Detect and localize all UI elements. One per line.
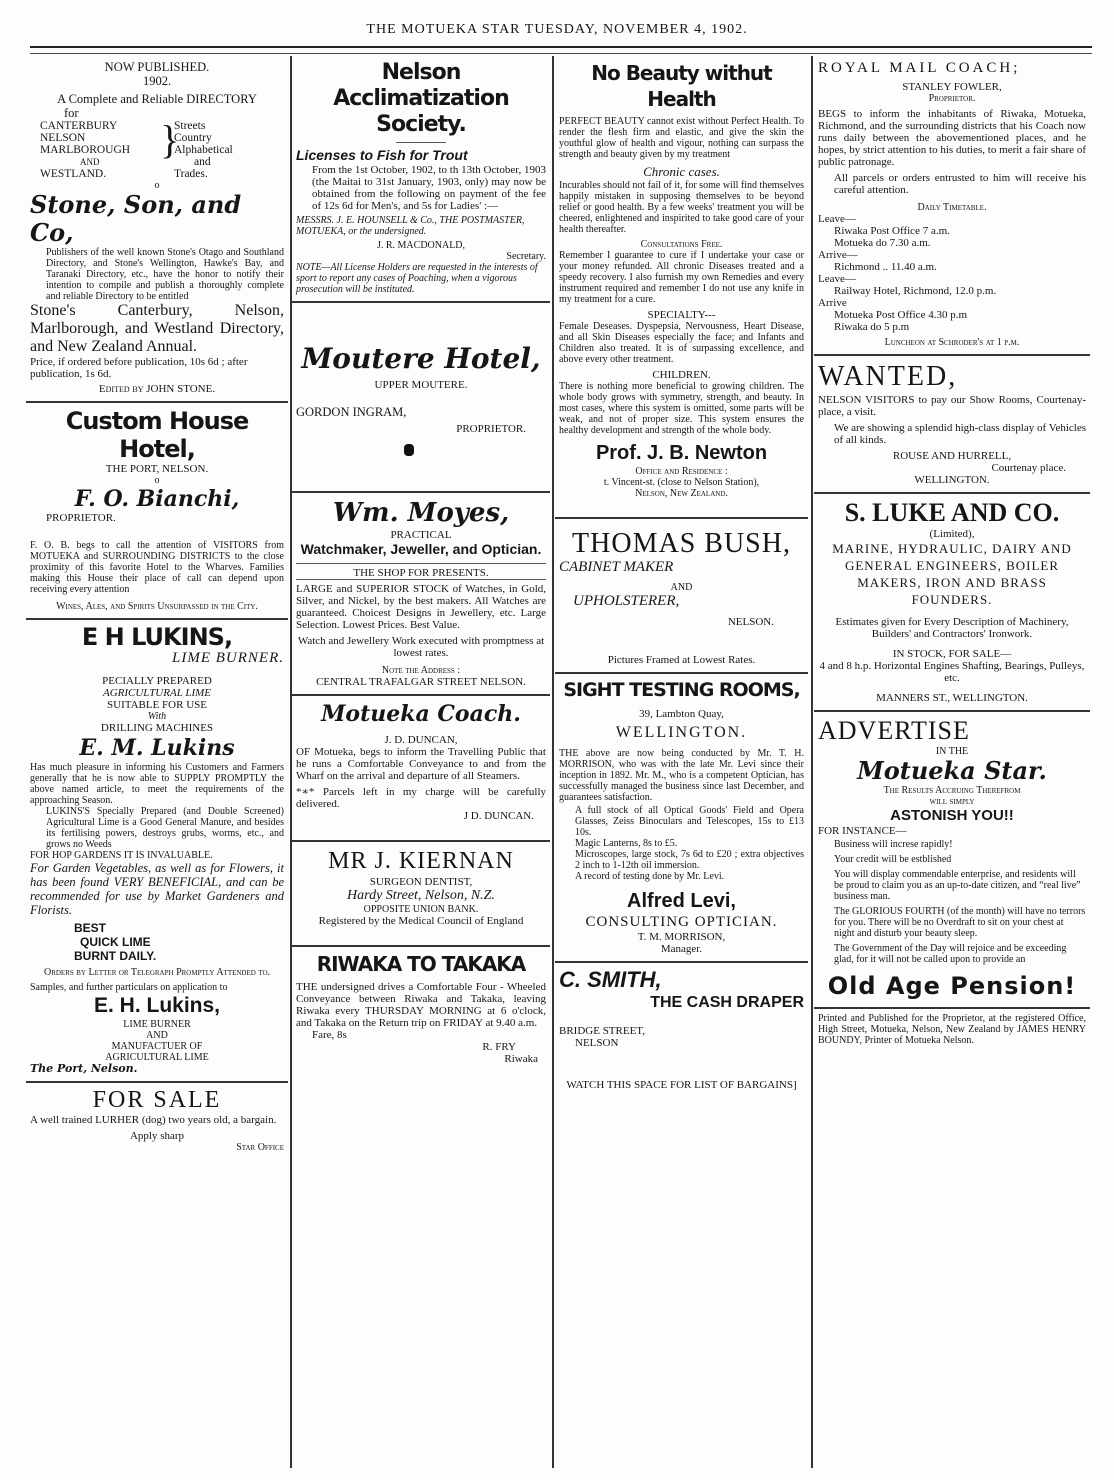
ad-title: Motueka Coach. bbox=[321, 701, 521, 727]
directory-table bbox=[30, 117, 284, 180]
ad-items: 4 and 8 h.p. Horizontal Engines Shafting, Bearings, Pulleys, etc. bbox=[819, 660, 1085, 684]
timetable-title: Daily Timetable. bbox=[917, 202, 987, 213]
ad-body: A full stock of all Optical Goods' Field and Opera Glasses, Zeiss Binoculars and Telescopes, 15s to £13 10s. bbox=[575, 805, 804, 838]
ad-manager: T. M. MORRISON, bbox=[637, 931, 726, 943]
column-2 bbox=[292, 56, 550, 1468]
ad-line: DRILLING MACHINES bbox=[100, 722, 214, 734]
imprint bbox=[814, 1009, 1090, 1052]
directory-year: 1902. bbox=[142, 74, 172, 88]
ad-subtitle: SURGEON DENTIST, bbox=[369, 876, 473, 888]
ad-line: With bbox=[147, 711, 167, 722]
separator: o bbox=[154, 180, 160, 191]
column-rule bbox=[811, 56, 813, 1468]
ad-body: Female Deseases. Dyspepsia, Nervousness, Heart Disease, and all Skin Diseases especially the face; and Infants and Children also treated. It is of surpassing excellence, and above every other treatment. bbox=[559, 321, 804, 365]
lukins-ad bbox=[26, 620, 288, 1083]
ad-place: Riwaka bbox=[504, 1053, 538, 1065]
ad-body: For Garden Vegetables, as well as for Flowers, it has been found VERY BENEFICIAL, and can be recommended for use by Market Gardeners and Florists. bbox=[30, 861, 284, 917]
ad-line: AGRICULTURAL LIME bbox=[102, 687, 212, 699]
ad-body: Remember I guarantee to cure if I undertake your case or your money refunded. All chronic Diseases treated and a speedy recovery. I also furnish my own Remedies and every instrument required and remember I do not use any knife in my treatment for a cure. bbox=[559, 250, 804, 305]
ad-specialty: SPECIALTY--- bbox=[647, 309, 716, 321]
royal-mail-coach-ad bbox=[814, 56, 1090, 356]
moyes-ad bbox=[292, 493, 550, 696]
proprietor-role: PROPRIETOR. bbox=[456, 423, 526, 435]
ad-line: PECIALLY PREPARED bbox=[102, 675, 212, 687]
ad-body: Incurables should not fail of it, for some will find themselves happily mistaken in supposing themselves to be beyond relief or good health. By a few weeks' treatment you will be cheered, enlightened and inspirited to take good care of your health thereafter. bbox=[559, 180, 804, 235]
firm-name: Stone, Son, and Co, bbox=[30, 190, 242, 247]
column-rule bbox=[552, 56, 554, 1468]
ad-children: CHILDREN. bbox=[652, 369, 711, 381]
ad-parcels: *∗* Parcels left in my charge will be carefully delivered. bbox=[296, 786, 546, 810]
kiernan-ad bbox=[292, 842, 550, 947]
ad-line: SUITABLE FOR USE bbox=[107, 699, 207, 711]
ad-line: CABINET MAKER bbox=[559, 559, 674, 575]
directory-kind: Trades. bbox=[174, 168, 208, 180]
directory-kind: and bbox=[194, 156, 211, 168]
ad-line: LIME BURNER bbox=[123, 1019, 191, 1030]
proprietor-name: STANLEY FOWLER, bbox=[902, 81, 1002, 93]
ad-manager-role: Manager. bbox=[660, 943, 703, 955]
proprietor-name: GORDON INGRAM, bbox=[296, 405, 407, 419]
ad-subtitle: CONSULTING OPTICIAN. bbox=[585, 914, 778, 930]
ad-body: From the 1st October, 1902, to th 13th October, 1903 (the Maitai to 31st January, 1903, only) may now be obtained from the following on payment of the fee of 12s 6d for Men's, and 5s for Ladies' :— bbox=[312, 164, 546, 212]
ad-city: WELLINGTON. bbox=[615, 724, 748, 741]
ad-city: Nelson, New Zealand. bbox=[635, 488, 728, 499]
proprietor-name: F. O. Bianchi, bbox=[74, 486, 240, 512]
ad-sign: R. FRY bbox=[482, 1041, 516, 1053]
ad-title: Wm. Moyes, bbox=[332, 498, 510, 528]
ad-name: ROUSE AND HURRELL, bbox=[892, 450, 1012, 462]
directory-title: NOW PUBLISHED. bbox=[104, 60, 210, 74]
directory-place: WESTLAND. bbox=[40, 168, 107, 180]
ad-apply: Apply sharp bbox=[129, 1130, 185, 1142]
ad-line: AGRICULTURAL LIME bbox=[105, 1052, 209, 1063]
ad-lunch: Luncheon at Schroder's at 1 p.m. bbox=[884, 337, 1020, 348]
ad-address: Hardy Street, Nelson, N.Z. bbox=[347, 888, 495, 903]
ad-title: THOMAS BUSH, bbox=[572, 528, 791, 559]
ad-item: Business will increse rapidly! bbox=[834, 839, 953, 850]
ad-line: The Port, Nelson. bbox=[30, 1062, 138, 1075]
bush-ad bbox=[555, 519, 808, 674]
proprietor-name: E. H. Lukins, bbox=[93, 994, 221, 1017]
proprietor-name: Prof. J. B. Newton bbox=[595, 442, 768, 464]
ad-body: LUKINS'S Specially Prepared (and Double Screened) Agricultural Lime is a Good General Manure, and besides its fertilising powers, destroys grubs, worms, etc., and grows no Weeds bbox=[46, 806, 284, 850]
ad-title: S. LUKE AND CO. bbox=[844, 498, 1060, 527]
ad-address: BRIDGE STREET, bbox=[559, 1025, 645, 1037]
ad-sign: J. R. MACDONALD, bbox=[376, 240, 466, 251]
ad-body: Magic Lanterns, 8s to £5. bbox=[575, 838, 678, 849]
directory-editor: Edited by JOHN STONE. bbox=[98, 383, 216, 395]
ad-address: Courtenay place. bbox=[991, 462, 1066, 474]
ad-registered: Registered by the Medical Council of England bbox=[318, 915, 524, 927]
ad-subtitle: THE CASH DRAPER bbox=[650, 994, 804, 1011]
ad-body: OF Motueka, begs to inform the Travelling Public that he runs a Comfortable Conveyance to and from the Wharf on the arrival and departure of all Steamers. bbox=[296, 746, 546, 782]
ad-samples: Samples, and further particulars on application to bbox=[30, 982, 228, 993]
ad-body: MARINE, HYDRAULIC, DAIRY AND GENERAL ENGINEERS, BOILER MAKERS, IRON AND BRASS FOUNDERS. bbox=[832, 541, 1072, 607]
ad-in: IN THE bbox=[935, 746, 969, 757]
ink-blot bbox=[404, 444, 414, 456]
advertise-ad bbox=[814, 712, 1090, 1009]
riwaka-takaka-ad bbox=[292, 947, 550, 1071]
ad-astonish: ASTONISH YOU!! bbox=[890, 807, 1014, 824]
ad-body: PERFECT BEAUTY cannot exist without Perfect Health. To render the flesh firm and elastic, and give the skin the youthful glow of health and vigour, nothing can surpass the strength and beauty given by my treatment bbox=[559, 116, 804, 160]
ad-address: 39, Lambton Quay, bbox=[639, 708, 724, 720]
ad-subtitle: THE PORT, NELSON. bbox=[105, 463, 209, 475]
brace-icon: } bbox=[160, 117, 180, 162]
ad-limited: (Limited), bbox=[929, 528, 975, 540]
directory-kind: Country bbox=[174, 132, 212, 144]
ad-title: ADVERTISE bbox=[818, 716, 970, 745]
ad-title: Moutere Hotel, bbox=[301, 342, 541, 375]
smith-ad bbox=[555, 963, 808, 1097]
ad-title: ROYAL MAIL COACH; bbox=[818, 60, 1021, 76]
ad-body: FOR HOP GARDENS IT IS INVALUABLE. bbox=[30, 850, 213, 861]
for-sale-ad bbox=[26, 1083, 288, 1159]
directory-body: Publishers of the well known Stone's Otago and Southland Directory, and Stone's Wellington, Hawke's Bay, and Taranaki Directory, etc., have the honor to notify their intention to compile and publish a thoroughly complete and reliable Directory to be entitled bbox=[46, 247, 284, 302]
timetable-line: Arrive bbox=[818, 297, 847, 309]
ad-note: NOTE—All License Holders are requested in the interests of sport to report any cases of Poaching, when a vigorous prosecution will be instituted. bbox=[296, 262, 538, 295]
ad-line: MANUFACTUER OF bbox=[111, 1041, 203, 1052]
ad-title: E H LUKINS, bbox=[81, 623, 233, 651]
ad-orders: Orders by Letter or Telegraph Promptly Attended to. bbox=[43, 967, 271, 978]
ad-body: A record of testing done by Mr. Levi. bbox=[575, 871, 725, 882]
ad-parcels: All parcels or orders entrusted to him will receive his careful attention. bbox=[834, 172, 1086, 196]
paper-name: Motueka Star. bbox=[857, 756, 1047, 785]
ad-body: Microscopes, large stock, 7s 6d to £20 ; extra objectives 2 inch to 1-12th oil immersion. bbox=[575, 849, 804, 871]
ad-body: We are showing a splendid high-class display of Vehicles of all kinds. bbox=[834, 422, 1086, 446]
directory-price: Price, if ordered before publication, 10s 6d ; after publication, 1s 6d. bbox=[30, 356, 248, 380]
ad-line: AND bbox=[670, 582, 693, 593]
ad-item: You will display commendable enterprise, and residents will be proud to claim you as an up-to-date citizen, and “real live” business man. bbox=[834, 869, 1081, 902]
ad-title: No Beauty withut Health bbox=[591, 61, 772, 111]
directory-place: MARLBOROUGH bbox=[40, 144, 131, 156]
best-line: BEST bbox=[74, 921, 107, 935]
proprietor-name: Alfred Levi, bbox=[627, 890, 736, 912]
ad-body: THE above are now being conducted by Mr. T. H. MORRISON, who was with the late Mr. Levi since their inception in 1892. Mr. M., who is a competent Optician, has successfully managed the business since last December, and guarantees satisfaction. bbox=[559, 748, 804, 803]
ad-wines: Wines, Ales, and Spirits Unsurpassed in the City. bbox=[56, 601, 258, 612]
directory-kind: Alphabetical bbox=[174, 144, 233, 156]
ad-item: The Government of the Day will rejoice and be exceeding glad, for it will not be called upon to provide an bbox=[834, 943, 1067, 965]
ad-pictures: Pictures Framed at Lowest Rates. bbox=[607, 654, 756, 666]
ad-title: FOR SALE bbox=[92, 1087, 222, 1113]
ad-trade: Watchmaker, Jeweller, and Optician. bbox=[300, 541, 542, 557]
ad-address: t. Vincent-st. (close to Nelson Station), bbox=[603, 477, 760, 488]
separator: o bbox=[154, 475, 160, 486]
ad-address: MANNERS ST., WELLINGTON. bbox=[876, 692, 1028, 704]
newton-ad bbox=[555, 56, 808, 519]
directory-for: for bbox=[64, 106, 79, 120]
timetable-line: Riwaka do 5 p.m bbox=[834, 321, 910, 333]
ad-address: CENTRAL TRAFALGAR STREET NELSON. bbox=[316, 676, 526, 688]
ad-repairs: Watch and Jewellery Work executed with promptness at lowest rates. bbox=[297, 635, 545, 659]
directory-line: A Complete and Reliable DIRECTORY bbox=[57, 92, 257, 106]
custom-house-ad bbox=[26, 403, 288, 620]
ad-subtitle: UPPER MOUTERE. bbox=[374, 379, 468, 391]
luke-ad bbox=[814, 494, 1090, 712]
column-1 bbox=[26, 56, 288, 1468]
ad-body: THE undersigned drives a Comfortable Four - Wheeled Conveyance between Riwaka and Takaka, leaving Riwaka every THURSDAY MORNING at 6 o'clock, and Takaka on the Return trip on FRIDAY at 9.40 a.m. bbox=[296, 981, 546, 1029]
ad-will: will simply bbox=[929, 796, 975, 807]
ad-consult: Consultations Free. bbox=[640, 239, 723, 250]
ad-title: Nelson Acclimatization Society. bbox=[333, 60, 509, 137]
timetable-line: Motueka Post Office 4.30 p.m bbox=[834, 309, 968, 321]
ad-title: SIGHT TESTING ROOMS, bbox=[563, 679, 800, 701]
ad-body: BEGS to inform the inhabitants of Riwaka, Motueka, Richmond, and the surrounding districts that his Coach now runs daily between the abovementioned places, and he hopes, by strict attention to his duties, to merit a fair share of public patronage. bbox=[818, 108, 1086, 168]
ad-title: RIWAKA TO TAKAKA bbox=[316, 952, 526, 976]
motueka-coach-ad bbox=[292, 696, 550, 842]
ad-secretary: Secretary. bbox=[506, 251, 546, 262]
directory-kind: Streets bbox=[174, 120, 206, 132]
ad-note: Note the Address : bbox=[381, 665, 461, 676]
timetable-line: Riwaka Post Office 7 a.m. bbox=[834, 225, 950, 237]
ad-fare: Fare, 8s bbox=[312, 1029, 347, 1041]
masthead-rule bbox=[30, 46, 1092, 54]
ad-city: NELSON. bbox=[727, 616, 774, 628]
ad-stock: IN STOCK, FOR SALE— bbox=[892, 648, 1012, 660]
timetable-line: Arrive— bbox=[818, 249, 858, 261]
ad-body: F. O. B. begs to call the attention of VISITORS from MOTUEKA and SURROUNDING DISTRICTS to the close proximity of this favorite Hotel to the Wharves. Families making this House their place of call can depend upon receiving every attention bbox=[30, 540, 284, 595]
ad-body: A well trained LURHER (dog) two years old, a bargain. bbox=[30, 1114, 277, 1126]
masthead: THE MOTUEKA STAR TUESDAY, NOVEMBER 4, 1902. bbox=[366, 22, 748, 37]
proprietor-name: E. M. Lukins bbox=[79, 735, 235, 761]
ad-city: NELSON bbox=[575, 1037, 619, 1049]
proprietor-name: J. D. DUNCAN, bbox=[384, 734, 458, 746]
directory-place: NELSON bbox=[40, 132, 86, 144]
ad-item: Your credit will be estblished bbox=[834, 854, 952, 865]
timetable-line: Motueka do 7.30 a.m. bbox=[834, 237, 931, 249]
ad-body: Has much pleasure in informing his Customers and Farmers generally that he is now able to SUPPLY PROMPTLY the above named article, to meet the requirements of the approaching Season. bbox=[30, 762, 284, 806]
ad-subtitle: Licenses to Fish for Trout bbox=[296, 147, 468, 163]
ad-pension: Old Age Pension! bbox=[827, 972, 1077, 1000]
acclimatization-ad bbox=[292, 56, 550, 303]
ad-body: LARGE and SUPERIOR STOCK of Watches, in Gold, Silver, and Nickel, by the best makers. All Watches are guaranteed. Choicest Designs in Jewellery, etc. Large Selection. Lowest Prices. Best Value. bbox=[296, 579, 546, 631]
ad-results: The Results Accruing Therefrom bbox=[883, 785, 1021, 796]
timetable-line: Railway Hotel, Richmond, 12.0 p.m. bbox=[834, 285, 997, 297]
sight-testing-ad bbox=[555, 674, 808, 963]
proprietor-role: PROPRIETOR. bbox=[46, 512, 116, 524]
ad-role: LIME BURNER. bbox=[172, 650, 284, 666]
wanted-ad bbox=[814, 356, 1090, 494]
column-4 bbox=[814, 56, 1090, 1468]
moutere-hotel-ad bbox=[292, 303, 550, 493]
ad-item: The GLORIOUS FOURTH (of the month) will have no terrors for you. There will be no Overdraft to sit on your chest at night and disturb your beauty sleep. bbox=[834, 906, 1086, 939]
imprint-text: Printed and Published for the Proprietor, at the registered Office, High Street, Motueka, Nelson, New Zealand by JAMES HENRY BOUNDY, Printer of Motueka Nelson. bbox=[818, 1013, 1086, 1046]
directory-big: Stone's Canterbury, Nelson, Marlborough, and Westland Directory, and New Zealand Annual. bbox=[30, 302, 284, 355]
ad-body: NELSON VISITORS to pay our Show Rooms, Courtenay-place, a visit. bbox=[818, 394, 1086, 418]
ad-sign: J D. DUNCAN. bbox=[463, 810, 534, 822]
ad-instance: FOR INSTANCE— bbox=[818, 825, 907, 837]
timetable-line: Leave— bbox=[818, 273, 856, 285]
ad-title: Custom House Hotel, bbox=[65, 407, 249, 463]
ad-watch: WATCH THIS SPACE FOR LIST OF BARGAINS] bbox=[566, 1079, 797, 1091]
column-3 bbox=[555, 56, 808, 1468]
directory-place: AND bbox=[80, 157, 100, 167]
ad-chronic: Chronic cases. bbox=[643, 164, 720, 179]
ad-body: There is nothing more beneficial to growing children. The whole body grows with symmetry, strength, and beauty. In most cases, where this system is omitted, some parts will be weak, and not of proper size. This system ensures the healthy development and strength of the whole body. bbox=[559, 381, 804, 436]
ad-title: WANTED, bbox=[818, 361, 958, 392]
ad-shop: THE SHOP FOR PRESENTS. bbox=[296, 563, 546, 579]
proprietor-role: Proprietor. bbox=[928, 93, 976, 104]
ad-estimates: Estimates given for Every Description of Machinery, Builders' and Contractors' Ironwork. bbox=[835, 616, 1069, 640]
timetable-line: Leave— bbox=[818, 213, 856, 225]
ad-opposite: OPPOSITE UNION BANK. bbox=[363, 904, 479, 915]
ad-office: Star Office bbox=[236, 1142, 284, 1153]
ad-subtitle: PRACTICAL bbox=[390, 529, 452, 541]
ad-title: MR J. KIERNAN bbox=[328, 848, 514, 874]
best-line: QUICK LIME bbox=[80, 935, 151, 949]
timetable-line: Richmond .. 11.40 a.m. bbox=[834, 261, 937, 273]
ad-line: UPHOLSTERER, bbox=[573, 593, 680, 609]
directory-place: CANTERBURY bbox=[40, 120, 118, 132]
ad-agents: MESSRS. J. E. HOUNSELL & Co., THE POSTMASTER, MOTUEKA, or the undersigned. bbox=[296, 215, 525, 237]
best-line: BURNT DAILY. bbox=[74, 949, 157, 963]
directory-ad bbox=[26, 56, 288, 403]
ad-city: WELLINGTON. bbox=[914, 474, 990, 486]
ad-office: Office and Residence : bbox=[635, 466, 728, 477]
ad-title: C. SMITH, bbox=[559, 967, 662, 992]
ad-line: AND bbox=[146, 1030, 168, 1041]
